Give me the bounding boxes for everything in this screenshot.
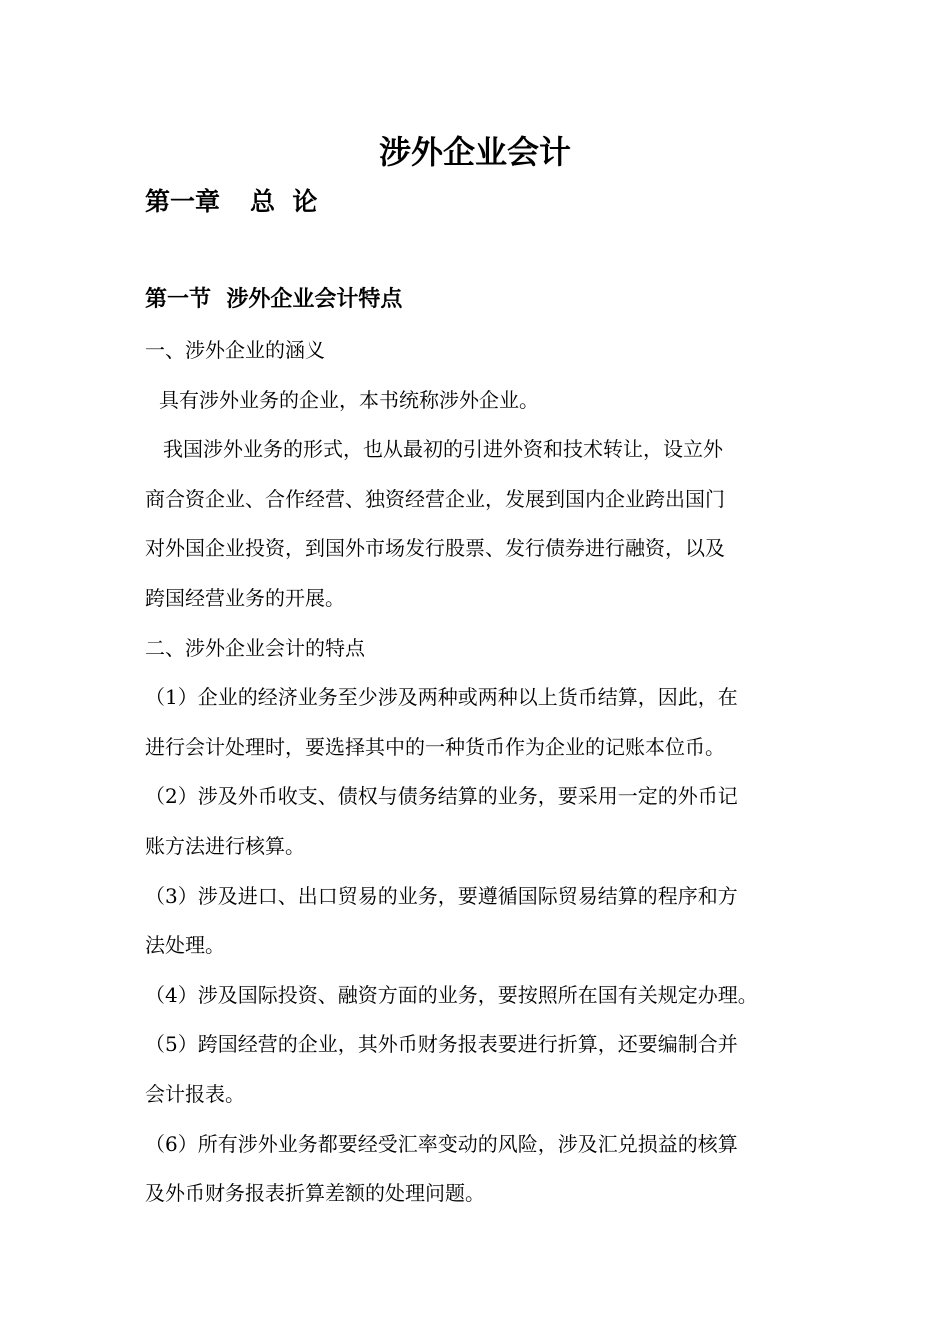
paragraph-line: 对外国企业投资，到国外市场发行股票、发行债券进行融资，以及 <box>145 536 725 561</box>
paragraph-line: 商合资企业、合作经营、独资经营企业，发展到国内企业跨出国门 <box>145 486 725 511</box>
list-item-line: （5）跨国经营的企业，其外币财务报表要进行折算，还要编制合并 <box>145 1032 738 1057</box>
list-item-line: （4）涉及国际投资、融资方面的业务，要按照所在国有关规定办理。 <box>145 982 758 1007</box>
list-item-line: （6）所有涉外业务都要经受汇率变动的风险，涉及汇兑损益的核算 <box>145 1131 738 1156</box>
chapter-number: 第一章 <box>145 187 221 216</box>
body-text <box>145 326 825 1219</box>
document-title: 涉外企业会计 <box>378 133 571 171</box>
subheading-definition: 一、涉外企业的涵义 <box>145 338 325 362</box>
paragraph-line: 我国涉外业务的形式，也从最初的引进外资和技术转让，设立外 <box>163 437 723 462</box>
paragraph-line: 跨国经营业务的开展。 <box>145 585 345 610</box>
list-item-line: （3）涉及进口、出口贸易的业务，要遵循国际贸易结算的程序和方 <box>145 883 738 908</box>
list-item-line: 及外币财务报表折算差额的处理问题。 <box>145 1181 485 1206</box>
subheading-features: 二、涉外企业会计的特点 <box>145 635 365 660</box>
list-item-line: 账方法进行核算。 <box>145 833 305 858</box>
chapter-heading <box>145 180 317 224</box>
list-item-line: 进行会计处理时，要选择其中的一种货币作为企业的记账本位币。 <box>145 734 725 759</box>
list-item-line: （2）涉及外币收支、债权与债务结算的业务，要采用一定的外币记 <box>145 784 738 809</box>
section-heading: 第一节 涉外企业会计特点 <box>145 287 403 312</box>
list-item-line: 法处理。 <box>145 933 225 958</box>
list-item-line: （1）企业的经济业务至少涉及两种或两种以上货币结算，因此，在 <box>145 685 738 710</box>
chapter-name: 总 论 <box>250 187 318 216</box>
list-item-line: 会计报表。 <box>145 1081 245 1106</box>
paragraph-line: 具有涉外业务的企业，本书统称涉外企业。 <box>159 387 539 412</box>
